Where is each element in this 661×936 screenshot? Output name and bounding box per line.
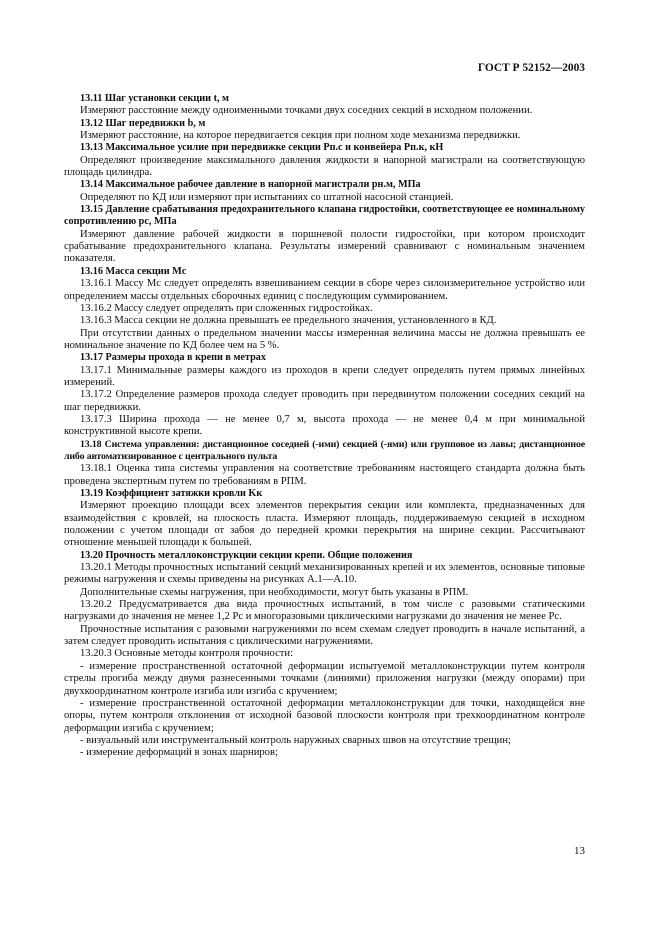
body-paragraph: 13.17.1 Минимальные размеры каждого из проходов в крепи следует определять путем прямых линейных измерений. bbox=[64, 364, 585, 388]
section-heading: 13.12 Шаг передвижки b, м bbox=[80, 117, 206, 129]
body-paragraph: 13.17.3 Ширина прохода — не менее 0,7 м, высота прохода — не менее 0,4 м при минимальной конструктивной высоте крепи. bbox=[64, 413, 585, 438]
body-paragraph: 13.16.2 Массу следует определять при сложенных гидростойках. bbox=[80, 302, 373, 314]
body-paragraph: 13.16.3 Масса секции не должна превышать ее предельного значения, установленного в КД. bbox=[80, 315, 497, 327]
section-heading: 13.14 Максимальное рабочее давление в напорной магистрали pн.м, МПа bbox=[80, 179, 421, 191]
body-paragraph: - визуальный или инструментальный контроль наружных сварных швов на отсутствие трещин; bbox=[80, 734, 511, 746]
section-heading: 13.20 Прочность металлоконструкции секции крепи. Общие положения bbox=[80, 549, 413, 561]
body-paragraph: Определяют по КД или измеряют при испытаниях со штатной насосной станцией. bbox=[80, 191, 454, 203]
body-paragraph: Прочностные испытания с разовыми нагружениями по всем схемам следует проводить в начале испытаний, а затем следует проводить испытания с циклическими нагружениями. bbox=[64, 623, 585, 648]
body-paragraph: 13.18.1 Оценка типа системы управления на соответствие требованиям настоящего стандарта должна быть проведена экспертным путем по требованиям в РПМ. bbox=[64, 463, 585, 487]
section-heading: 13.13 Максимальное усилие при передвижке секции Pп.с и конвейера Pп.к, кН bbox=[80, 142, 444, 154]
document-body bbox=[64, 93, 585, 760]
body-paragraph: Дополнительные схемы нагружения, при необходимости, могут быть указаны в РПМ. bbox=[80, 586, 469, 598]
body-paragraph: 13.20.2 Предусматривается два вида прочностных испытаний, в том числе с разовыми статическими нагрузками до значения не менее 1,2 Pс и многоразовыми циклическими нагрузками до значения не менее Pс. bbox=[64, 599, 585, 623]
body-paragraph: При отсутствии данных о предельном значении массы измеренная величина массы не должна превышать ее номинальное значение по КД более чем на 5 %. bbox=[64, 327, 585, 351]
body-paragraph: Измеряют проекцию площади всех элементов перекрытия секции или комплекта, предназначенных для взаимодействия с кровлей, на плоскость пласта. Измеряют площадь, поддерживаемую секцией в исходном положении с учетом площади от забоя до передней кромки перекрытия на ширине секции. Рассчитывают отношение меньшей площади к большей. bbox=[64, 500, 585, 549]
body-paragraph: 13.20.1 Методы прочностных испытаний секций механизированных крепей и их элементов, основные типовые режимы нагружения и схемы приведены на рисунках А.1—А.10. bbox=[64, 562, 585, 586]
body-paragraph: - измерение пространственной остаточной деформации испытуемой металлоконструкции путем контроля стрелы прогиба между двумя разнесенными точками (линиями) приложения нагрузки (между опорами) при двухкоординатном контроле изгиба или изгиба с кручением; bbox=[64, 660, 585, 697]
body-paragraph: Измеряют давление рабочей жидкости в поршневой полости гидростойки, при котором происходит срабатывание предохранительного клапана. Результаты измерений сравнивают с номинальным значением показателя. bbox=[64, 228, 585, 265]
section-heading: 13.15 Давление срабатывания предохранительного клапана гидростойки, соответствующее ее номинальному сопротивлению pс, МПа bbox=[64, 204, 585, 228]
body-paragraph: 13.16.1 Массу Mс следует определять взвешиванием секции в сборе через силоизмерительное устройство или определением массы отдельных сборочных единиц с последующим суммированием. bbox=[64, 278, 585, 302]
body-paragraph: - измерение деформаций в зонах шарниров; bbox=[80, 747, 278, 759]
body-paragraph: Измеряют расстояние между одноименными точками двух соседних секций в исходном положении. bbox=[80, 105, 533, 117]
section-heading: 13.16 Масса секции Mс bbox=[80, 265, 187, 277]
section-heading: 13.19 Коэффициент затяжки кровли Kк bbox=[80, 488, 263, 499]
standard-code-header: ГОСТ Р 52152—2003 bbox=[477, 62, 585, 74]
body-paragraph: - измерение пространственной остаточной деформации металлоконструкции для точки, находящейся вне опоры, путем контроля отклонения от исходной базовой плоскости контроля при трехкоординатном контроле деформации изгиба с кручением; bbox=[64, 697, 585, 734]
body-paragraph: 13.17.2 Определение размеров прохода следует проводить при передвинутом положении соседних секций на шаг передвижки. bbox=[64, 389, 585, 413]
body-paragraph: Определяют произведение максимального давления жидкости в напорной магистрали на соответствующую площадь цилиндра. bbox=[64, 154, 585, 179]
section-heading: 13.18 Система управления: дистанционное соседней (-ими) секцией (-ями) или групповое из лавы; дистанционное либо автоматизированное с центрального пульта bbox=[64, 438, 585, 462]
page-number: 13 bbox=[574, 845, 585, 857]
body-paragraph: 13.20.3 Основные методы контроля прочности: bbox=[80, 648, 294, 660]
section-heading: 13.11 Шаг установки секции t, м bbox=[80, 93, 230, 104]
section-heading: 13.17 Размеры прохода в крепи в метрах bbox=[80, 352, 266, 364]
body-paragraph: Измеряют расстояние, на которое передвигается секция при полном ходе механизма передвижки. bbox=[80, 130, 521, 142]
